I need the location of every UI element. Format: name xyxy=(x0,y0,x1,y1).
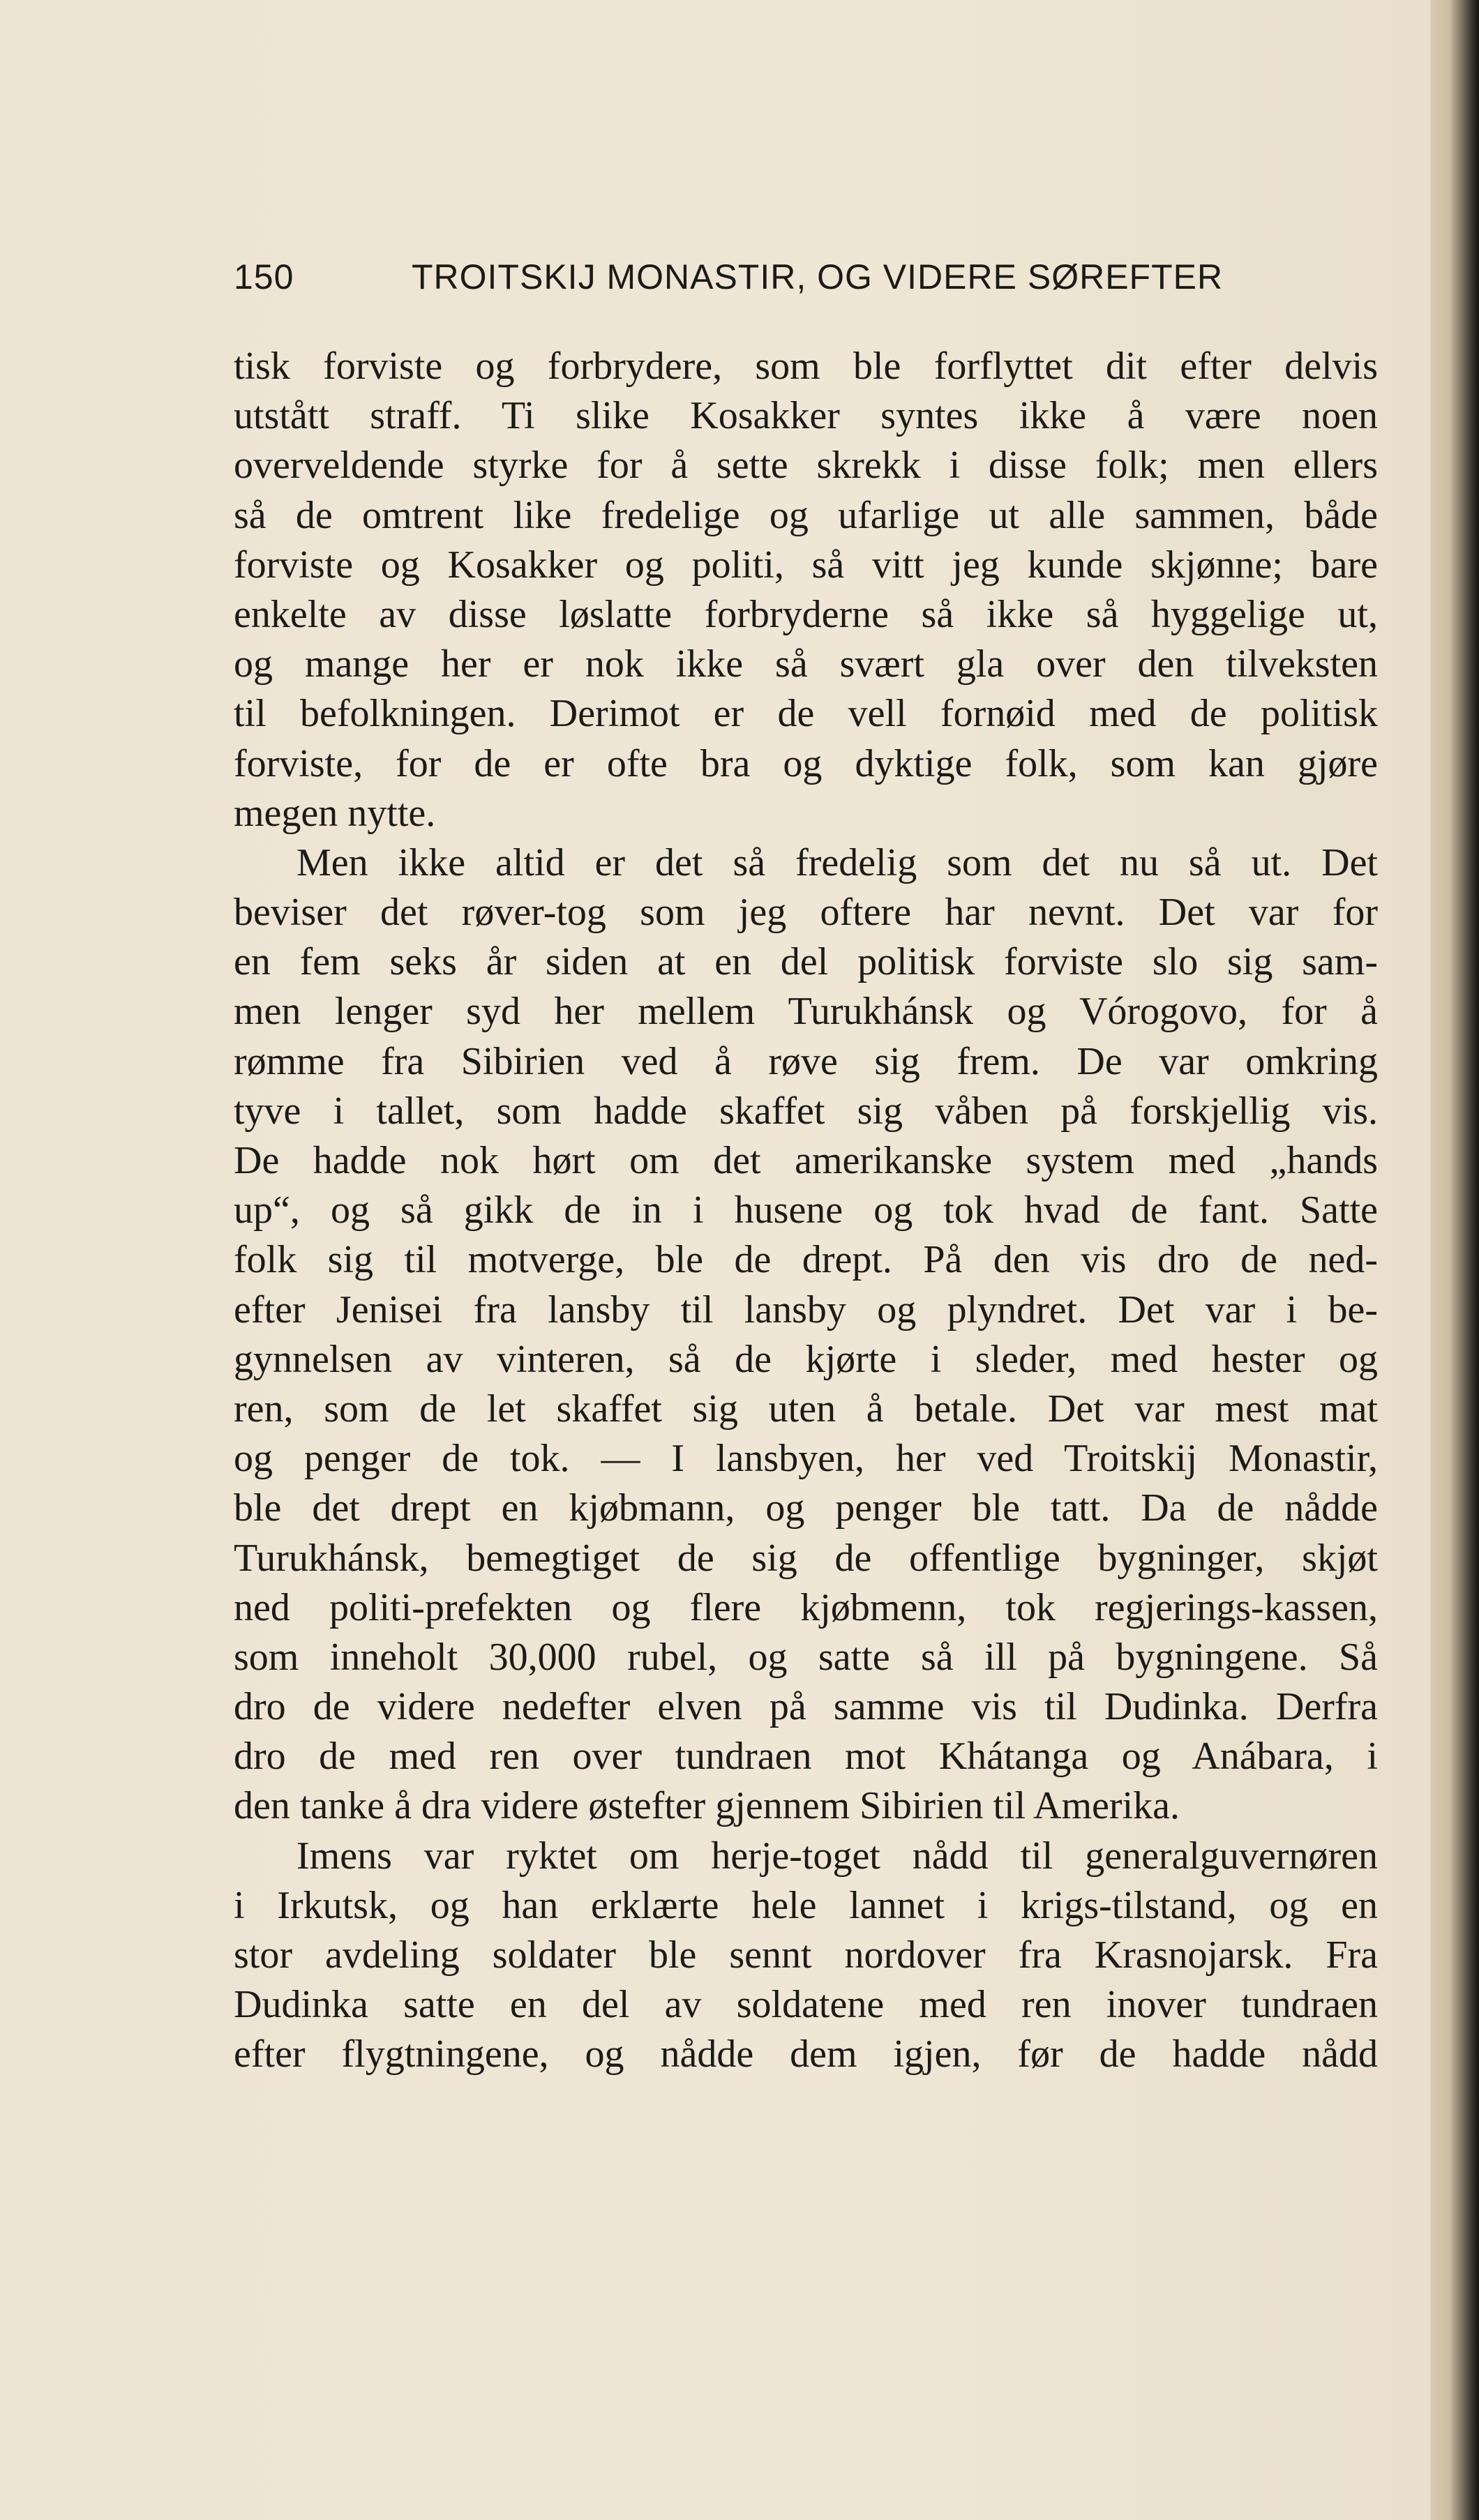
text-line: De hadde nok hørt om det amerikanske system med „hands xyxy=(234,1139,1378,1182)
text-line: rømme fra Sibirien ved å røve sig frem. De var omkring xyxy=(234,1039,1378,1083)
text-line: folk sig til motverge, ble de drept. På den vis dro de ned- xyxy=(234,1238,1378,1282)
text-line: utstått straff. Ti slike Kosakker syntes ikke å være noen xyxy=(234,394,1378,438)
text-line: i Irkutsk, og han erklærte hele lannet i krigs-tilstand, og en xyxy=(234,1883,1378,1927)
text-line: ned politi-prefekten og flere kjøbmenn, tok regjerings-kassen, xyxy=(234,1585,1378,1629)
text-line: Turukhánsk, bemegtiget de sig de offentlige bygninger, skjøt xyxy=(234,1536,1378,1580)
chapter-title: TROITSKIJ MONASTIR, OG VIDERE SØREFTER xyxy=(412,257,1224,296)
text-line: forviste, for de er ofte bra og dyktige folk, som kan gjøre xyxy=(234,741,1378,785)
text-line: en fem seks år siden at en del politisk forviste slo sig sam- xyxy=(234,940,1378,984)
text-line: efter flygtningene, og nådde dem igjen, før de hadde nådd xyxy=(234,2032,1378,2076)
text-line: men lenger syd her mellem Turukhánsk og Vórogovo, for å xyxy=(234,990,1378,1034)
text-line: ren, som de let skaffet sig uten å betale. Det var mest mat xyxy=(234,1387,1378,1431)
text-line: enkelte av disse løslatte forbryderne så ikke så hyggelige ut, xyxy=(234,592,1378,636)
text-line: up“, og så gikk de in i husene og tok hvad de fant. Satte xyxy=(234,1189,1378,1232)
text-line: og mange her er nok ikke så svært gla over den tilveksten xyxy=(234,642,1378,686)
text-line: ble det drept en kjøbmann, og penger ble tatt. Da de nådde xyxy=(234,1486,1378,1530)
text-line: efter Jenisei fra lansby til lansby og plyndret. Det var i be- xyxy=(234,1288,1378,1331)
text-line: Men ikke altid er det så fredelig som det nu så ut. Det xyxy=(296,840,1378,884)
text-line: gynnelsen av vinteren, så de kjørte i sleder, med hester og xyxy=(234,1337,1378,1381)
text-line: og penger de tok. — I lansbyen, her ved Troitskij Monastir, xyxy=(234,1437,1378,1481)
text-line: dro de med ren over tundraen mot Khátanga og Anábara, i xyxy=(234,1735,1378,1779)
text-line: beviser det røver-tog som jeg oftere har nevnt. Det var for xyxy=(234,891,1378,935)
text-line: så de omtrent like fredelige og ufarlige ut alle sammen, både xyxy=(234,493,1378,537)
running-head xyxy=(234,257,1406,319)
text-line: forviste og Kosakker og politi, så vitt jeg kunde skjønne; bare xyxy=(234,543,1378,587)
page-number: 150 xyxy=(234,257,294,296)
text-line: Imens var ryktet om herje-toget nådd til generalguvernøren xyxy=(296,1834,1378,1878)
text-line: som inneholt 30,000 rubel, og satte så ill på bygningene. Så xyxy=(234,1635,1378,1679)
book-spine-edge xyxy=(1430,0,1479,2520)
text-line: megen nytte. xyxy=(234,791,436,835)
text-line: stor avdeling soldater ble sennt nordover fra Krasnojarsk. Fra xyxy=(234,1933,1378,1977)
text-line: Dudinka satte en del av soldatene med ren inover tundraen xyxy=(234,1983,1378,2027)
text-line: tisk forviste og forbrydere, som ble forflyttet dit efter delvis xyxy=(234,345,1378,388)
text-line: tyve i tallet, som hadde skaffet sig våben på forskjellig vis. xyxy=(234,1089,1378,1133)
text-line: den tanke å dra videre østefter gjennem Sibirien til Amerika. xyxy=(234,1784,1180,1828)
text-line: til befolkningen. Derimot er de vell fornøid med de politisk xyxy=(234,692,1378,736)
text-line: dro de videre nedefter elven på samme vis til Dudinka. Derfra xyxy=(234,1685,1378,1729)
text-line: overveldende styrke for å sette skrekk i disse folk; men ellers xyxy=(234,444,1378,488)
body-text xyxy=(234,342,1378,2080)
